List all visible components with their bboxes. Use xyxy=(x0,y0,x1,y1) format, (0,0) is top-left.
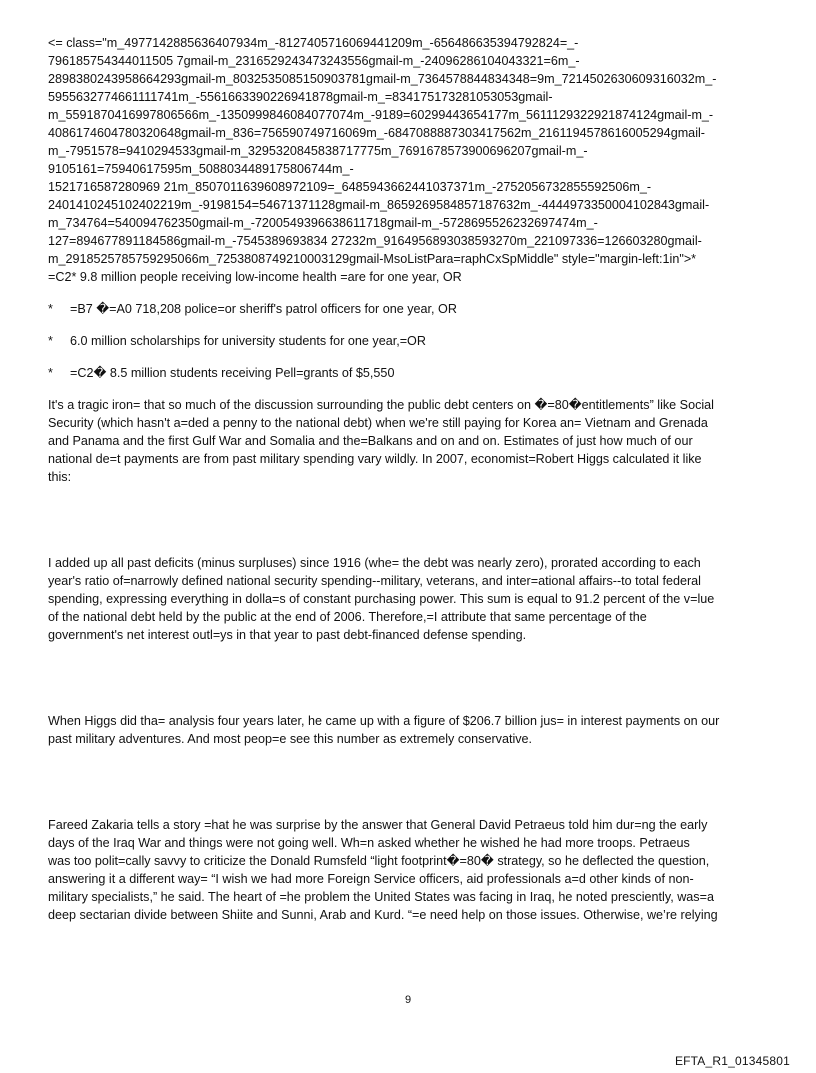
document-id-stamp: EFTA_R1_01345801 xyxy=(674,1054,790,1068)
paragraph-line: days of the Iraq War and things were not going well. Wh=n asked whether he wished he had more troops. Petraeus xyxy=(48,836,690,850)
paragraph-line: deep sectarian divide between Shiite and Sunni, Arab and Kurd. “=e need help on those issues. Otherwise, we’re relying xyxy=(48,908,718,922)
paragraph-line: was too polit=cally savvy to criticize the Donald Rumsfeld “light footprint�=80� strategy, so he deflected the question, xyxy=(48,854,710,868)
paragraph-higgs-update xyxy=(48,712,772,748)
bullet-marker: * xyxy=(48,366,53,380)
page-number: 9 xyxy=(404,994,412,1006)
paragraph-line: It's a tragic iron= that so much of the discussion surrounding the public debt centers on �=80�entitlements” like Social xyxy=(48,398,714,412)
paragraph-line: year's ratio of=narrowly defined national security spending--military, veterans, and inter=ational affairs--to total federal xyxy=(48,574,701,588)
header-line: 796185754344011505 7gmail-m_2316529243473243556gmail-m_-24096286104043321=6m_- xyxy=(48,54,580,68)
spacer xyxy=(48,486,772,540)
paragraph-line: Fareed Zakaria tells a story =hat he was surprise by the answer that General David Petraeus told him dur=ng the early xyxy=(48,818,708,832)
document-page xyxy=(48,34,772,924)
bullet-marker: * xyxy=(48,302,53,316)
header-line: <= class="m_4977142885636407934m_-8127405716069441209m_-656486635394792824=_- xyxy=(48,36,579,50)
header-line: m_5591870416997806566m_-1350999846084077074m_-9189=60299443654177m_5611129322921874124gmail-m_- xyxy=(48,108,714,122)
list-item-text: =B7 �=A0 718,208 police=or sheriff's patrol officers for one year, OR xyxy=(70,302,457,316)
bullet-marker: * xyxy=(48,334,53,348)
paragraph-line: this: xyxy=(48,470,72,484)
header-line: m_2918525785759295066m_7253808749210003129gmail-MsoListPara=raphCxSpMiddle" style="margin-left:1in">* xyxy=(48,252,697,266)
header-line: 5955632774661111741m_-5561663390226941878gmail-m_=834175173281053053gmail- xyxy=(48,90,553,104)
paragraph-line: When Higgs did tha= analysis four years later, he came up with a figure of $206.7 billion jus= in interest payments on our xyxy=(48,714,720,728)
header-line: =C2* 9.8 million people receiving low-income health =are for one year, OR xyxy=(48,270,462,284)
header-line: m_734764=540094762350gmail-m_-7200549396638611718gmail-m_-5728695526232697474m_- xyxy=(48,216,598,230)
paragraph-line: spending, expressing everything in dolla=s of constant purchasing power. This sum is equal to 91.2 percent of the v=lue xyxy=(48,592,715,606)
spacer xyxy=(48,748,772,802)
paragraph-line: government's net interest outl=ys in that year to past debt-financed defense spending. xyxy=(48,628,527,642)
header-line: m_-7951578=9410294533gmail-m_3295320845838717775m_7691678573900696207gmail-m_- xyxy=(48,144,588,158)
header-line: 2898380243958664293gmail-m_8032535085150903781gmail-m_7364578844834348=9m_7214502630609316032m_- xyxy=(48,72,717,86)
list-item xyxy=(48,332,772,350)
paragraph-entitlements xyxy=(48,396,772,486)
spacer xyxy=(48,644,772,698)
header-line: 2401410245102402219m_-9198154=54671371128gmail-m_8659269584857187632m_-4444973350004102843gmail- xyxy=(48,198,710,212)
html-fragment-header xyxy=(48,34,772,286)
list-item xyxy=(48,364,772,382)
paragraph-line: I added up all past deficits (minus surpluses) since 1916 (whe= the debt was nearly zero), prorated according to each xyxy=(48,556,701,570)
paragraph-line: of the national debt held by the public at the end of 2006. Therefore,=I attribute that same percentage of the xyxy=(48,610,647,624)
list-item xyxy=(48,300,772,318)
paragraph-line: national de=t payments are from past military spending vary wildly. In 2007, economist=Robert Higgs calculated it like xyxy=(48,452,702,466)
header-line: 9105161=75940617595m_5088034489175806744m_- xyxy=(48,162,354,176)
header-line: 127=894677891184586gmail-m_-7545389693834 27232m_9164956893038593270m_221097336=126603280gmail- xyxy=(48,234,702,248)
paragraph-line: past military adventures. And most peop=e see this number as extremely conservative. xyxy=(48,732,533,746)
paragraph-zakaria xyxy=(48,816,772,924)
paragraph-line: and Panama and the first Gulf War and Somalia and the=Balkans and on and on. Estimates of just how much of our xyxy=(48,434,693,448)
paragraph-line: Security (which hasn't a=ded a penny to the national debt) when we're still paying for Korea an= Vietnam and Grenada xyxy=(48,416,708,430)
paragraph-line: answering it a different way= “I wish we had more Foreign Service officers, aid professionals a=d other kinds of non- xyxy=(48,872,694,886)
list-item-text: =C2� 8.5 million students receiving Pell=grants of $5,550 xyxy=(70,366,395,380)
list-item-text: 6.0 million scholarships for university students for one year,=OR xyxy=(70,334,426,348)
paragraph-line: military specialists,” he said. The heart of =he problem the United States was facing in Iraq, he noted presciently, was=a xyxy=(48,890,714,904)
paragraph-higgs-quote xyxy=(48,554,772,644)
header-line: 1521716587280969 21m_8507011639608972109=_6485943662441037371m_-2752056732855592506m_- xyxy=(48,180,652,194)
header-line: 4086174604780320648gmail-m_836=756590749716069m_-6847088887303417562m_2161194578616005294gmail- xyxy=(48,126,705,140)
